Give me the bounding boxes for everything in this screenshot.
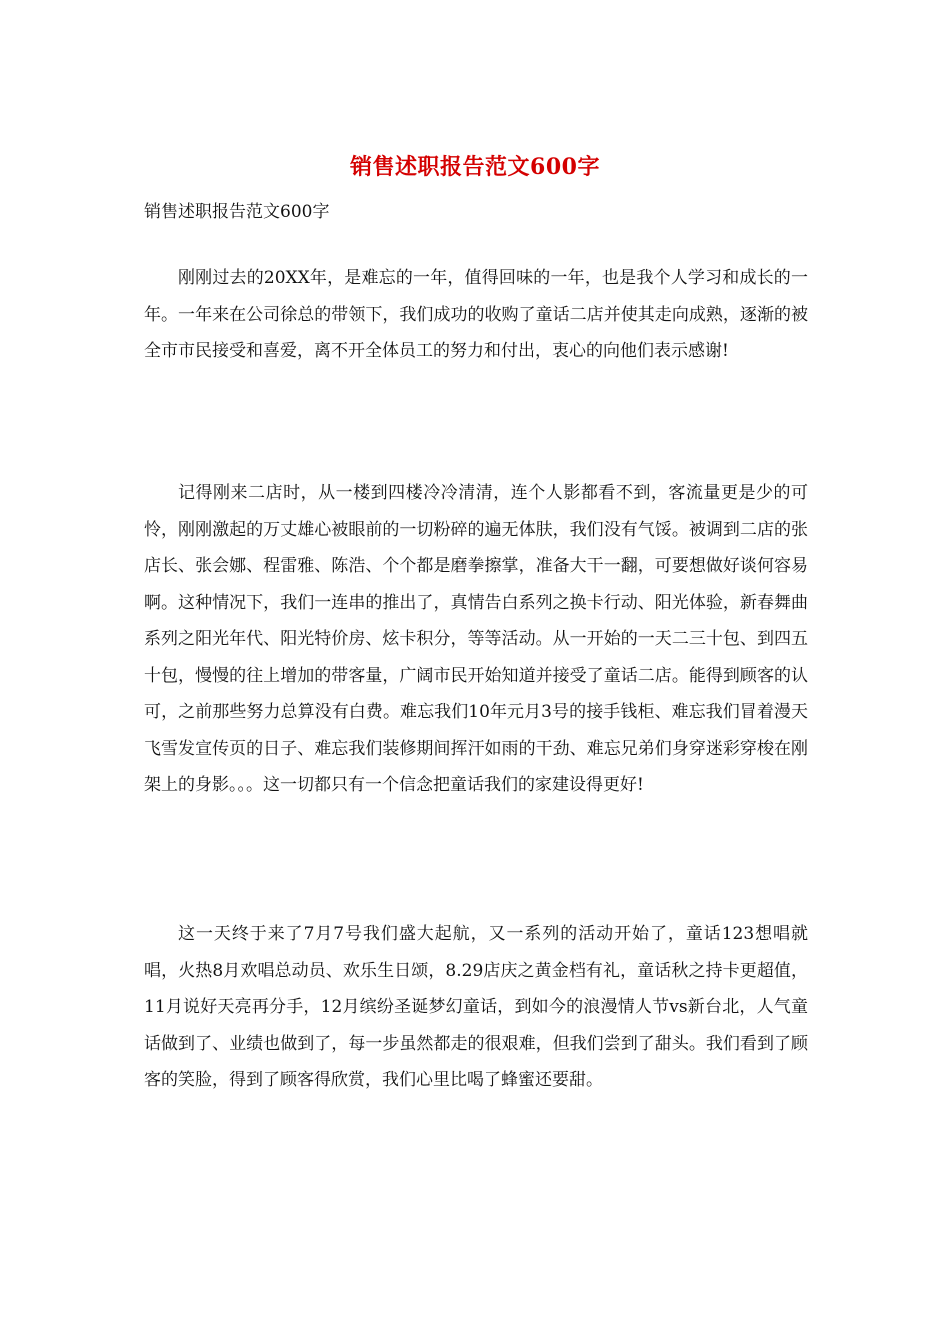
paragraph-2: 记得刚来二店时，从一楼到四楼冷冷清清，连个人影都看不到，客流量更是少的可怜，刚刚激起的万丈雄心被眼前的一切粉碎的遍无体肤，我们没有气馁。被调到二店的张店长、张会娜、程雷雅、陈浩、个个都是磨拳擦掌，准备大干一翻，可要想做好谈何容易啊。这种情况下，我们一连串的推出了，真情告白系列之换卡行动、阳光体验，新春舞曲系列之阳光年代、阳光特价房、炫卡积分，等等活动。从一开始的一天二三十包、到四五十包，慢慢的往上增加的带客量，广阔市民开始知道并接受了童话二店。能得到顾客的认可，之前那些努力总算没有白费。难忘我们10年元月3号的接手钱柜、难忘我们冒着漫天飞雪发宣传页的日子、难忘我们装修期间挥汗如雨的干劲、难忘兄弟们身穿迷彩穿梭在刚架上的身影。。。这一切都只有一个信念把童话我们的家建设得更好! [144, 483, 808, 795]
paragraph-1: 刚刚过去的20XX年，是难忘的一年，值得回味的一年，也是我个人学习和成长的一年。一年来在公司徐总的带领下，我们成功的收购了童话二店并使其走向成熟，逐渐的被全市市民接受和喜爱，离不开全体员工的努力和付出，衷心的向他们表示感谢! [144, 268, 808, 361]
paragraph-3: 这一天终于来了7月7号我们盛大起航，又一系列的活动开始了，童话123想唱就唱，火热8月欢唱总动员、欢乐生日颂，8.29店庆之黄金档有礼，童话秋之持卡更超值，11月说好天亮再分手，12月缤纷圣诞梦幻童话，到如今的浪漫情人节vs新台北，人气童话做到了、业绩也做到了，每一步虽然都走的很艰难，但我们尝到了甜头。我们看到了顾客的笑脸，得到了顾客得欣赏，我们心里比喝了蜂蜜还要甜。 [144, 924, 808, 1090]
document-subtitle: 销售述职报告范文600字 [144, 202, 330, 222]
document-title: 销售述职报告范文600字 [350, 154, 600, 180]
